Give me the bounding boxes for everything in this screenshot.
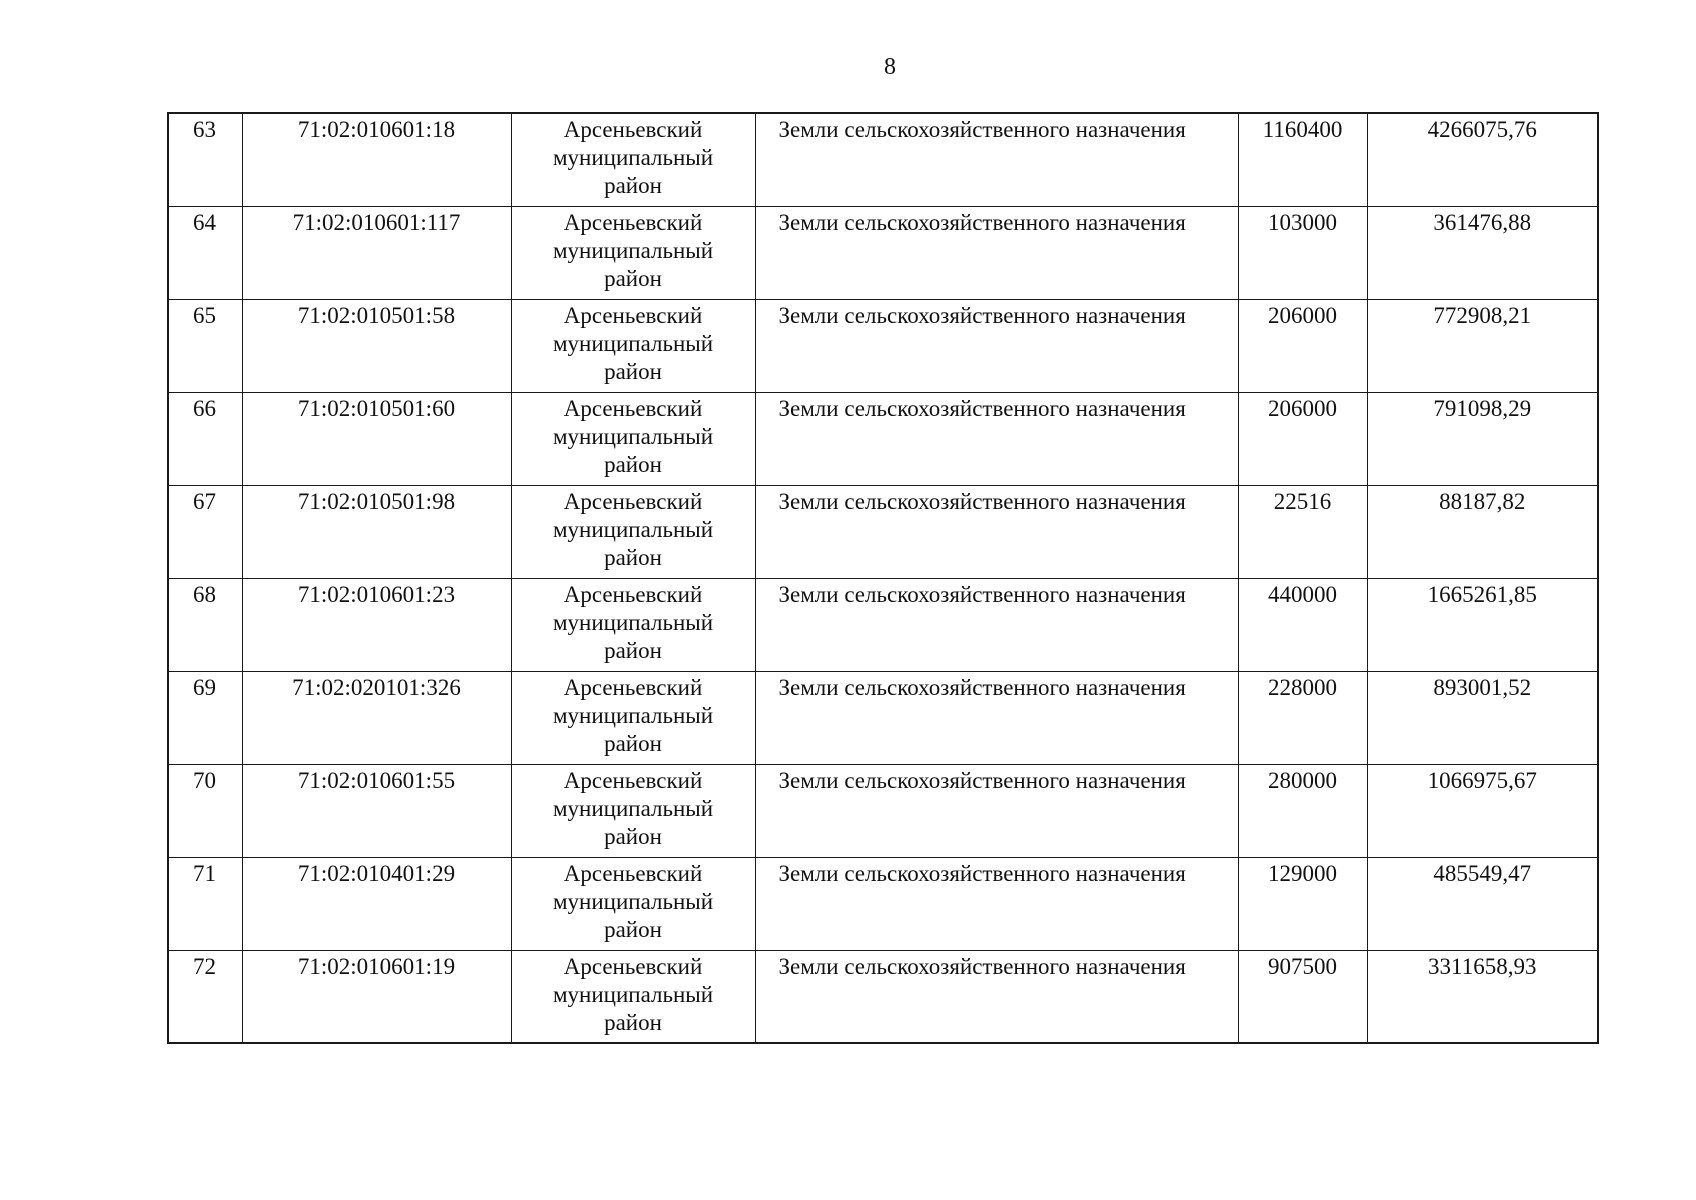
area-cell: 440000	[1238, 578, 1367, 671]
cadastral-value-cell: 485549,47	[1367, 857, 1598, 950]
table-row	[168, 764, 1598, 857]
district-line: муниципальный	[552, 795, 714, 821]
district-cell	[511, 764, 755, 857]
cadastral-value-cell: 1066975,67	[1367, 764, 1598, 857]
land-category-cell: Земли сельскохозяйственного назначения	[755, 950, 1238, 1043]
district-cell	[511, 578, 755, 671]
land-category-cell: Земли сельскохозяйственного назначения	[755, 299, 1238, 392]
table-row	[168, 485, 1598, 578]
cadastral-number-cell: 71:02:010501:60	[242, 392, 511, 485]
district-cell	[511, 950, 755, 1043]
district-line: Арсеньевский	[563, 488, 703, 514]
district-line: район	[604, 173, 662, 198]
district-line: муниципальный	[552, 423, 714, 449]
cadastral-number-cell: 71:02:010401:29	[242, 857, 511, 950]
area-cell: 228000	[1238, 671, 1367, 764]
district-line: район	[604, 451, 662, 477]
district-line: муниципальный	[552, 888, 714, 914]
district-line: район	[604, 823, 662, 849]
district-line: район	[604, 730, 662, 756]
area-cell: 206000	[1238, 392, 1367, 485]
row-number-cell: 70	[168, 764, 242, 857]
district-line: Арсеньевский	[563, 302, 703, 328]
land-category-cell: Земли сельскохозяйственного назначения	[755, 578, 1238, 671]
district-line: район	[604, 358, 662, 384]
cadastral-value-cell: 791098,29	[1367, 392, 1598, 485]
district-line: район	[604, 637, 662, 663]
land-category-cell: Земли сельскохозяйственного назначения	[755, 113, 1238, 206]
table-row	[168, 857, 1598, 950]
cadastral-number-cell: 71:02:020101:326	[242, 671, 511, 764]
cadastral-number-cell: 71:02:010601:19	[242, 950, 511, 1043]
district-line: Арсеньевский	[563, 209, 703, 235]
cadastral-value-cell: 4266075,76	[1367, 113, 1598, 206]
land-plots-table	[167, 112, 1599, 1044]
district-line: муниципальный	[552, 702, 714, 728]
cadastral-value-cell: 1665261,85	[1367, 578, 1598, 671]
area-cell: 1160400	[1238, 113, 1367, 206]
district-line: район	[604, 1009, 662, 1035]
table-row	[168, 113, 1598, 206]
row-number-cell: 64	[168, 206, 242, 299]
table-row	[168, 299, 1598, 392]
district-line: Арсеньевский	[563, 953, 703, 979]
row-number-cell: 69	[168, 671, 242, 764]
cadastral-value-cell: 772908,21	[1367, 299, 1598, 392]
cadastral-number-cell: 71:02:010601:55	[242, 764, 511, 857]
district-line: район	[604, 265, 662, 291]
cadastral-value-cell: 361476,88	[1367, 206, 1598, 299]
row-number-cell: 65	[168, 299, 242, 392]
district-line: Арсеньевский	[563, 767, 703, 793]
row-number-cell: 66	[168, 392, 242, 485]
table-row	[168, 578, 1598, 671]
district-line: Арсеньевский	[563, 581, 703, 607]
district-cell	[511, 392, 755, 485]
cadastral-value-cell: 88187,82	[1367, 485, 1598, 578]
cadastral-number-cell: 71:02:010601:18	[242, 113, 511, 206]
district-line: муниципальный	[552, 237, 714, 263]
district-line: район	[604, 544, 662, 570]
district-line: Арсеньевский	[563, 117, 703, 142]
district-line: Арсеньевский	[563, 395, 703, 421]
district-line: муниципальный	[552, 516, 714, 542]
district-line: район	[604, 916, 662, 942]
land-category-cell: Земли сельскохозяйственного назначения	[755, 857, 1238, 950]
cadastral-number-cell: 71:02:010601:23	[242, 578, 511, 671]
cadastral-number-cell: 71:02:010601:117	[242, 206, 511, 299]
area-cell: 907500	[1238, 950, 1367, 1043]
district-cell	[511, 113, 755, 206]
land-category-cell: Земли сельскохозяйственного назначения	[755, 392, 1238, 485]
table-row	[168, 206, 1598, 299]
district-cell	[511, 299, 755, 392]
land-category-cell: Земли сельскохозяйственного назначения	[755, 764, 1238, 857]
district-line: Арсеньевский	[563, 674, 703, 700]
table-body	[168, 113, 1598, 1043]
cadastral-value-cell: 893001,52	[1367, 671, 1598, 764]
table-row	[168, 950, 1598, 1043]
cadastral-number-cell: 71:02:010501:98	[242, 485, 511, 578]
district-line: муниципальный	[552, 981, 714, 1007]
table-row	[168, 671, 1598, 764]
table-row	[168, 392, 1598, 485]
land-category-cell: Земли сельскохозяйственного назначения	[755, 206, 1238, 299]
area-cell: 206000	[1238, 299, 1367, 392]
district-cell	[511, 671, 755, 764]
area-cell: 129000	[1238, 857, 1367, 950]
row-number-cell: 67	[168, 485, 242, 578]
row-number-cell: 68	[168, 578, 242, 671]
area-cell: 22516	[1238, 485, 1367, 578]
area-cell: 280000	[1238, 764, 1367, 857]
district-line: Арсеньевский	[563, 860, 703, 886]
cadastral-number-cell: 71:02:010501:58	[242, 299, 511, 392]
district-cell	[511, 485, 755, 578]
district-line: муниципальный	[552, 145, 714, 170]
district-line: муниципальный	[552, 609, 714, 635]
row-number-cell: 72	[168, 950, 242, 1043]
area-cell: 103000	[1238, 206, 1367, 299]
cadastral-value-cell: 3311658,93	[1367, 950, 1598, 1043]
land-category-cell: Земли сельскохозяйственного назначения	[755, 485, 1238, 578]
district-cell	[511, 206, 755, 299]
row-number-cell: 71	[168, 857, 242, 950]
land-category-cell: Земли сельскохозяйственного назначения	[755, 671, 1238, 764]
district-cell	[511, 857, 755, 950]
district-line: муниципальный	[552, 330, 714, 356]
page-number: 8	[884, 54, 896, 80]
row-number-cell: 63	[168, 113, 242, 206]
